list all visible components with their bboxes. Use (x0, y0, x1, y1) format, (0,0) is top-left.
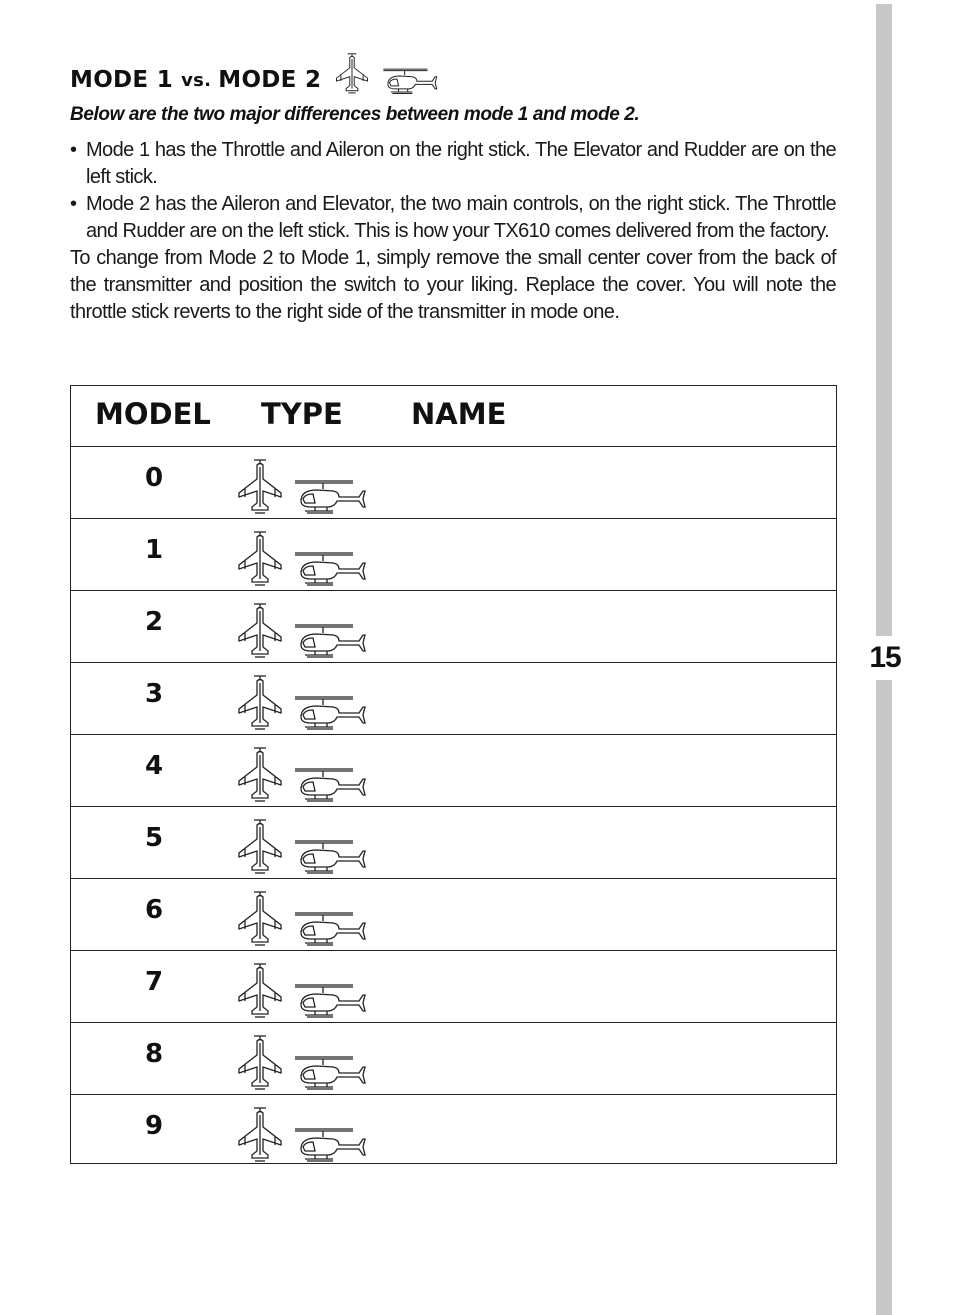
helicopter-icon (293, 1049, 367, 1091)
helicopter-icon (293, 905, 367, 947)
helicopter-icon (293, 545, 367, 587)
model-number: 6 (144, 895, 164, 925)
table-row (71, 879, 836, 951)
model-number: 9 (144, 1111, 164, 1141)
type-icons (237, 961, 367, 1019)
model-table (70, 385, 837, 1164)
type-icons (237, 889, 367, 947)
airplane-icon (335, 51, 369, 95)
heading-type-icons (335, 51, 447, 95)
airplane-icon (237, 601, 283, 659)
model-number: 3 (144, 679, 164, 709)
airplane-icon (237, 745, 283, 803)
model-number: 5 (144, 823, 164, 853)
airplane-icon (237, 889, 283, 947)
helicopter-icon (373, 63, 447, 95)
heading-mode2: MODE 2 (218, 67, 322, 93)
type-icons (237, 529, 367, 587)
heading-mode1: MODE 1 (70, 67, 174, 93)
table-row (71, 519, 836, 591)
table-row (71, 1023, 836, 1095)
heading-vs: vs. (181, 69, 212, 91)
airplane-icon (237, 1033, 283, 1091)
type-icons (237, 601, 367, 659)
helicopter-icon (293, 977, 367, 1019)
type-icons (237, 745, 367, 803)
type-icons (237, 1105, 367, 1163)
header-name: NAME (411, 397, 507, 431)
type-icons (237, 457, 367, 515)
airplane-icon (237, 529, 283, 587)
model-number: 4 (144, 751, 164, 781)
airplane-icon (237, 457, 283, 515)
table-row (71, 1095, 836, 1161)
bullet-item (70, 137, 836, 191)
table-row (71, 447, 836, 519)
model-number: 8 (144, 1039, 164, 1069)
helicopter-icon (293, 689, 367, 731)
section-heading (70, 62, 447, 98)
helicopter-icon (293, 761, 367, 803)
bullet-symbol: • (70, 193, 77, 215)
airplane-icon (237, 673, 283, 731)
airplane-icon (237, 1105, 283, 1163)
body-text (70, 137, 836, 326)
bullet-symbol: • (70, 139, 77, 161)
helicopter-icon (293, 617, 367, 659)
bullet-item (70, 191, 836, 245)
type-icons (237, 1033, 367, 1091)
table-header (71, 386, 836, 447)
header-model: MODEL (95, 397, 211, 431)
table-row (71, 735, 836, 807)
bullet-text: Mode 1 has the Throttle and Aileron on the right stick. The Elevator and Rudder are on the left stick. (86, 139, 836, 188)
helicopter-icon (293, 473, 367, 515)
subheading: Below are the two major differences between mode 1 and mode 2. (70, 104, 640, 125)
type-icons (237, 817, 367, 875)
table-row (71, 951, 836, 1023)
helicopter-icon (293, 1121, 367, 1163)
table-row (71, 591, 836, 663)
model-number: 7 (144, 967, 164, 997)
table-row (71, 663, 836, 735)
airplane-icon (237, 961, 283, 1019)
model-number: 2 (144, 607, 164, 637)
header-type: TYPE (261, 397, 343, 431)
model-number: 1 (144, 535, 164, 565)
instructions-paragraph: To change from Mode 2 to Mode 1, simply remove the small center cover from the back of the transmitter and position the switch to your liking. Replace the cover. You will note the throttle stick reverts to the right side of the transmitter in mode one. (70, 247, 836, 323)
airplane-icon (237, 817, 283, 875)
page-number: 15 (862, 636, 908, 680)
type-icons (237, 673, 367, 731)
model-number: 0 (144, 463, 164, 493)
bullet-text: Mode 2 has the Aileron and Elevator, the two main controls, on the right stick. The Throttle and Rudder are on the left stick. This is how your TX610 comes delivered from the factory. (86, 193, 836, 242)
table-row (71, 807, 836, 879)
helicopter-icon (293, 833, 367, 875)
